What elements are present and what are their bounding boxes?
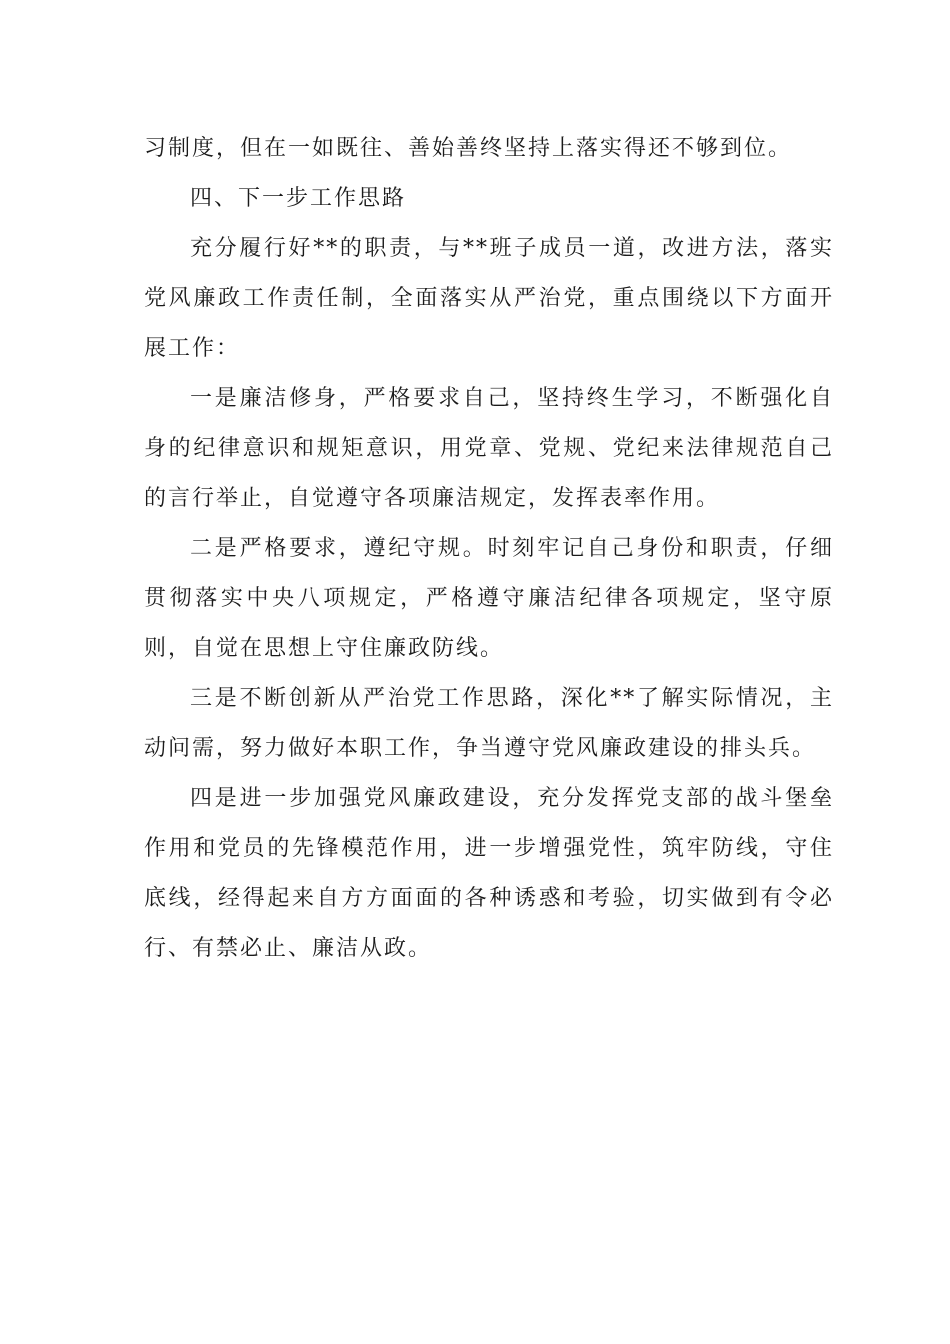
section-heading: 四、下一步工作思路 — [190, 186, 407, 211]
paragraph-point-1: 一是廉洁修身，严格要求自己，坚持终生学习，不断强化自身的纪律意识和规矩意识，用党章、党规、党纪来法律规范自己的言行举止，自觉遵守各项廉洁规定，发挥表率作用。 — [144, 386, 834, 511]
paragraph-point-3: 三是不断创新从严治党工作思路，深化**了解实际情况，主动问需，努力做好本职工作，争当遵守党风廉政建设的排头兵。 — [144, 686, 834, 761]
paragraph-continuation: 习制度，但在一如既往、善始善终坚持上落实得还不够到位。 — [144, 136, 793, 161]
paragraph-point-4: 四是进一步加强党风廉政建设，充分发挥党支部的战斗堡垒作用和党员的先锋模范作用，进一步增强党性，筑牢防线，守住底线，经得起来自方方面面的各种诱惑和考验，切实做到有令必行、有禁必止、廉洁从政。 — [144, 786, 834, 961]
paragraph-point-2: 二是严格要求，遵纪守规。时刻牢记自己身份和职责，仔细贯彻落实中央八项规定，严格遵守廉洁纪律各项规定，坚守原则，自觉在思想上守住廉政防线。 — [144, 536, 834, 661]
document-body — [144, 124, 834, 974]
paragraph-intro: 充分履行好**的职责，与**班子成员一道，改进方法，落实党风廉政工作责任制，全面落实从严治党，重点围绕以下方面开展工作： — [144, 236, 834, 361]
